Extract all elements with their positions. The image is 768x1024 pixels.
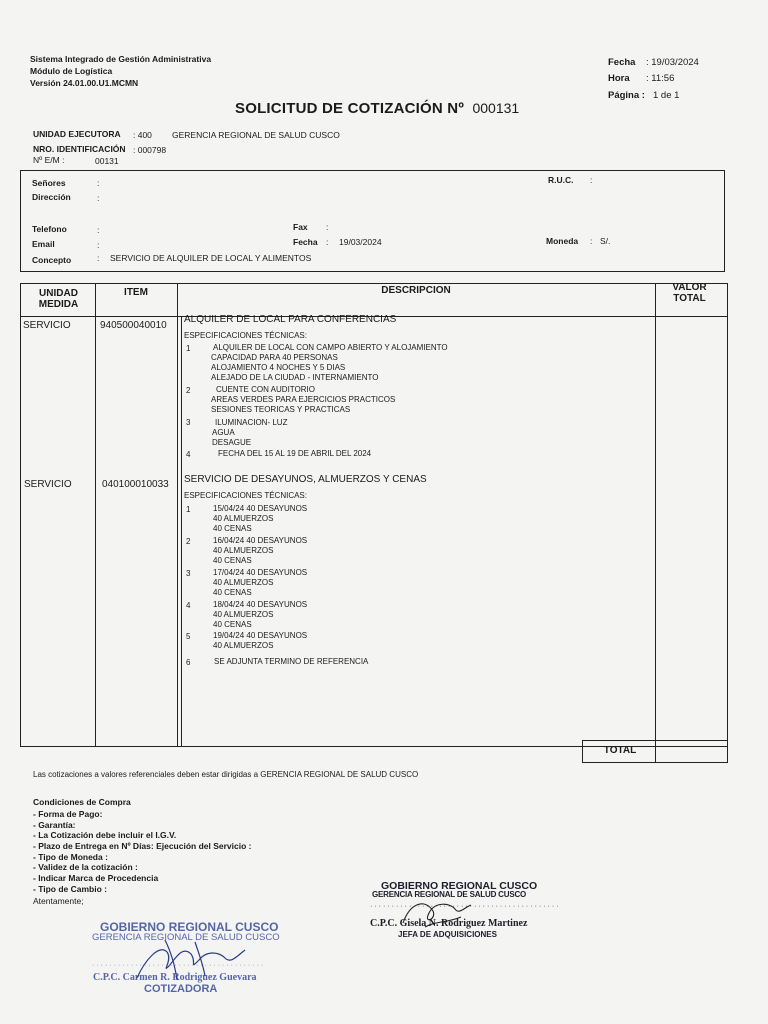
quotation-note: Las cotizaciones a valores referenciales deben estar dirigidas a GERENCIA REGIONAL DE SALUD CUSCO <box>33 770 419 779</box>
stamp-right-line1: GOBIERNO REGIONAL CUSCO <box>381 880 538 892</box>
col-divider-2b <box>181 316 182 746</box>
spec-line: 40 ALMUERZOS <box>213 578 274 587</box>
spec-line: 18/04/24 40 DESAYUNOS <box>213 600 308 609</box>
spec-line: ALOJAMIENTO 4 NOCHES Y 5 DIAS <box>211 363 346 372</box>
senores-label: Señores <box>32 178 66 188</box>
ruc-colon: : <box>590 175 593 185</box>
spec-line: SE ADJUNTA TERMINO DE REFERENCIA <box>214 657 369 666</box>
condition-item: - Indicar Marca de Procedencia <box>33 873 159 883</box>
spec-line: FECHA DEL 15 AL 19 DE ABRIL DEL 2024 <box>218 449 372 458</box>
fecha-supplier-label: Fecha <box>293 237 318 247</box>
email-colon: : <box>97 240 100 250</box>
row-unidad: SERVICIO <box>23 320 71 331</box>
telefono-label: Telefono <box>32 224 67 234</box>
unidad-ejecutora-name: GERENCIA REGIONAL DE SALUD CUSCO <box>172 130 340 140</box>
spec-number: 6 <box>186 658 191 667</box>
spec-title: ESPECIFICACIONES TÉCNICAS: <box>184 331 307 340</box>
total-label: TOTAL <box>603 745 637 756</box>
stamp-right-line2: GERENCIA REGIONAL DE SALUD CUSCO <box>372 890 527 899</box>
fax-colon: : <box>326 222 329 232</box>
signature-left <box>125 930 255 985</box>
spec-line: ILUMINACION- LUZ <box>215 418 288 427</box>
conditions-title: Condiciones de Compra <box>33 797 131 807</box>
spec-line: 40 CENAS <box>213 556 252 565</box>
spec-number: 3 <box>186 569 191 578</box>
condition-item: - Plazo de Entrega en Nº Días: Ejecución del Servicio : <box>33 841 252 851</box>
spec-line: AREAS VERDES PARA EJERCICIOS PRACTICOS <box>211 395 396 404</box>
header-unidad-line1: UNIDAD <box>39 288 78 299</box>
concepto-value: SERVICIO DE ALQUILER DE LOCAL Y ALIMENTOS <box>110 253 312 263</box>
moneda-label: Moneda <box>546 236 579 246</box>
spec-line: 40 ALMUERZOS <box>213 641 274 650</box>
spec-number: 4 <box>186 450 191 459</box>
spec-line: 19/04/24 40 DESAYUNOS <box>213 631 308 640</box>
email-label: Email <box>32 239 55 249</box>
spec-title: ESPECIFICACIONES TÉCNICAS: <box>184 491 307 500</box>
spec-number: 1 <box>186 505 191 514</box>
hora-value: : 11:56 <box>646 73 675 84</box>
ruc-label: R.U.C. <box>548 175 574 185</box>
condition-item: - La Cotización debe incluir el I.G.V. <box>33 830 177 840</box>
pagina-value: 1 de 1 <box>653 90 680 101</box>
condition-item: - Validez de la cotización : <box>33 862 138 872</box>
version-text: Versión 24.01.00.U1.MCMN <box>30 78 139 88</box>
fecha-supplier-value: 19/03/2024 <box>339 237 382 247</box>
spec-number: 1 <box>186 344 191 353</box>
condition-item: - Forma de Pago: <box>33 809 103 819</box>
spec-line: ALEJADO DE LA CIUDAD - INTERNAMIENTO <box>211 373 379 382</box>
header-valor-line2: TOTAL <box>673 293 706 304</box>
system-name: Sistema Integrado de Gestión Administrativa <box>30 54 212 64</box>
moneda-colon: : <box>590 236 593 246</box>
stamp-left-line1: GOBIERNO REGIONAL CUSCO <box>100 920 279 934</box>
row-unidad: SERVICIO <box>24 479 72 490</box>
stamp-left-line2: GERENCIA REGIONAL DE SALUD CUSCO <box>92 932 280 943</box>
concepto-colon: : <box>97 253 100 263</box>
stamp-left-role: COTIZADORA <box>144 983 218 995</box>
spec-line: ALQUILER DE LOCAL CON CAMPO ABIERTO Y ALOJAMIENTO <box>213 343 448 352</box>
signature-right <box>395 893 485 933</box>
senores-colon: : <box>97 178 100 188</box>
spec-number: 4 <box>186 601 191 610</box>
fecha-value: : 19/03/2024 <box>646 57 699 68</box>
telefono-colon: : <box>97 225 100 235</box>
spec-number: 3 <box>186 418 191 427</box>
spec-line: 40 CENAS <box>213 588 252 597</box>
spec-line: 40 CENAS <box>213 620 252 629</box>
stamp-right-name: C.P.C. Gisela N. Rodriguez Martinez <box>370 918 528 929</box>
spec-number: 2 <box>186 537 191 546</box>
module-name: Módulo de Logística <box>30 66 113 76</box>
condition-item: - Tipo de Cambio : <box>33 884 107 894</box>
col-divider-2 <box>177 283 178 746</box>
title-text: SOLICITUD DE COTIZACIÓN Nº <box>235 100 465 117</box>
header-valor-line1: VALOR <box>672 282 707 293</box>
spec-line: DESAGUE <box>212 438 252 447</box>
closing-text: Atentamente; <box>33 896 84 906</box>
fecha-supplier-colon: : <box>326 237 329 247</box>
spec-number: 2 <box>186 386 191 395</box>
spec-line: 16/04/24 40 DESAYUNOS <box>213 536 308 545</box>
spec-number: 5 <box>186 632 191 641</box>
nro-identificacion-label: NRO. IDENTIFICACIÓN <box>33 144 126 154</box>
fax-label: Fax <box>293 222 308 232</box>
stamp-right-dots: ············································ <box>370 903 561 910</box>
unidad-ejecutora-label: UNIDAD EJECUTORA <box>33 129 121 139</box>
spec-line: 40 ALMUERZOS <box>213 514 274 523</box>
spec-line: 40 ALMUERZOS <box>213 610 274 619</box>
row-description-title: SERVICIO DE DESAYUNOS, ALMUERZOS Y CENAS <box>184 474 427 485</box>
header-item: ITEM <box>124 287 148 298</box>
header-valor-total <box>656 282 723 304</box>
hora-label: Hora <box>608 73 630 84</box>
pagina-label: Página : <box>608 90 645 101</box>
row-item-code: 940500040010 <box>100 320 167 331</box>
concepto-label: Concepto <box>32 255 72 265</box>
header-unidad-medida <box>22 288 95 310</box>
em-label: Nº E/M : <box>33 155 65 165</box>
spec-line: CUENTE CON AUDITORIO <box>216 385 315 394</box>
spec-line: 40 ALMUERZOS <box>213 546 274 555</box>
unidad-ejecutora-code: : 400 <box>133 130 152 140</box>
col-divider-1 <box>95 283 96 746</box>
header-unidad-line2: MEDIDA <box>38 299 79 310</box>
moneda-value: S/. <box>600 236 611 246</box>
condition-item: - Tipo de Moneda : <box>33 852 108 862</box>
stamp-right-role: JEFA DE ADQUISICIONES <box>398 930 497 939</box>
spec-line: SESIONES TEORICAS Y PRACTICAS <box>211 405 351 414</box>
page-title <box>235 100 519 118</box>
col-divider-3 <box>655 283 656 762</box>
fecha-label: Fecha <box>608 57 636 68</box>
header-descripcion: DESCRIPCION <box>381 285 451 296</box>
row-item-code: 040100010033 <box>102 479 169 490</box>
spec-line: 40 CENAS <box>213 524 252 533</box>
spec-line: 17/04/24 40 DESAYUNOS <box>213 568 308 577</box>
spec-line: AGUA <box>212 428 235 437</box>
title-number: 000131 <box>472 100 520 116</box>
spec-line: 15/04/24 40 DESAYUNOS <box>213 504 308 513</box>
nro-identificacion-value: : 000798 <box>133 145 167 155</box>
direccion-label: Dirección <box>32 192 71 202</box>
direccion-colon: : <box>97 193 100 203</box>
spec-line: CAPACIDAD PARA 40 PERSONAS <box>211 353 338 362</box>
stamp-left-name: C.P.C. Carmen R. Rodriguez Guevara <box>93 972 257 983</box>
em-value: 00131 <box>95 156 119 166</box>
row-description-title: ALQUILER DE LOCAL PARA CONFERENCIAS <box>184 314 397 325</box>
condition-item: - Garantía: <box>33 820 76 830</box>
stamp-left-dots: ········································ <box>92 962 266 969</box>
